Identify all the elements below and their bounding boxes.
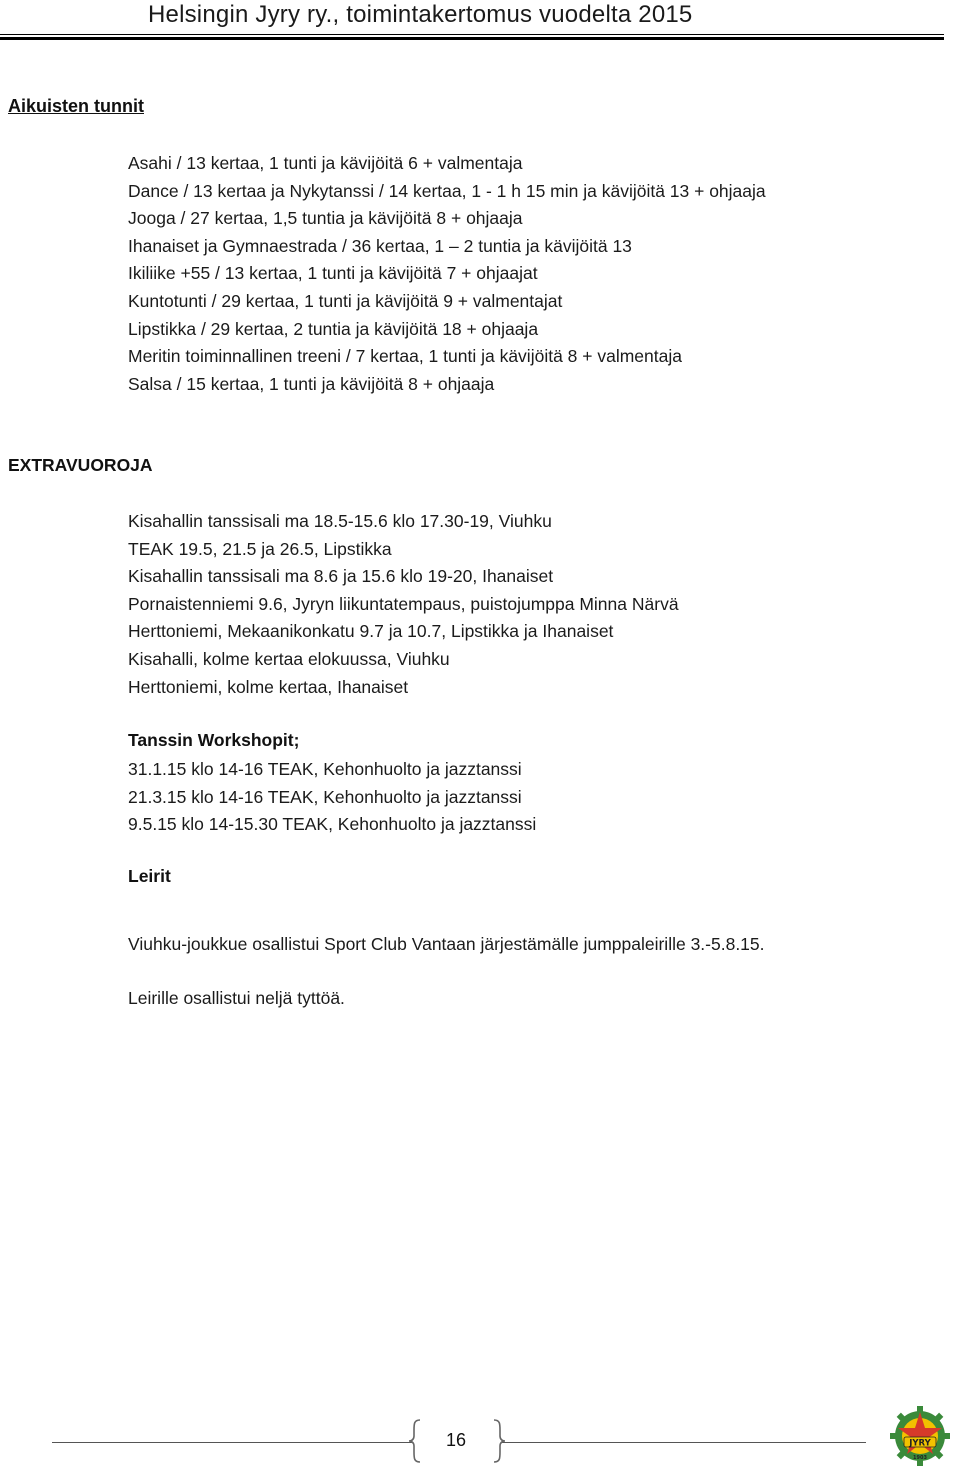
logo-text: JYRY	[909, 1438, 931, 1449]
workshops-heading: Tanssin Workshopit;	[128, 730, 300, 750]
list-item: Jooga / 27 kertaa, 1,5 tuntia ja kävijöitä 8 + ohjaaja	[128, 208, 523, 229]
list-item: Asahi / 13 kertaa, 1 tunti ja kävijöitä 6 + valmentaja	[128, 153, 523, 173]
list-item: Pornaistenniemi 9.6, Jyryn liikuntatempaus, puistojumppa Minna Närvä	[128, 593, 679, 614]
camps-heading: Leirit	[128, 866, 171, 886]
list-item: Lipstikka / 29 kertaa, 2 tuntia ja kävijöitä 18 + ohjaaja	[128, 318, 539, 339]
list-item: Salsa / 15 kertaa, 1 tunti ja kävijöitä 8 + ohjaaja	[128, 373, 495, 394]
header-divider-thin	[0, 34, 944, 35]
list-item: Herttoniemi, Mekaanikonkatu 9.7 ja 10.7, Lipstikka ja Ihanaiset	[128, 621, 614, 642]
extra-shifts-list	[128, 508, 679, 701]
list-item: Meritin toiminnallinen treeni / 7 kertaa, 1 tunti ja kävijöitä 8 + valmentaja	[128, 346, 682, 367]
footer-rule-left	[52, 1442, 412, 1443]
page-number: 16	[446, 1430, 467, 1450]
list-item: Ihanaiset ja Gymnaestrada / 36 kertaa, 1 – 2 tuntia ja kävijöitä 13	[128, 235, 632, 256]
adult-classes-list	[128, 150, 766, 398]
list-item: Herttoniemi, kolme kertaa, Ihanaiset	[128, 676, 409, 697]
list-item: 31.1.15 klo 14-16 TEAK, Kehonhuolto ja jazztanssi	[128, 759, 522, 779]
list-item: Ikiliike +55 / 13 kertaa, 1 tunti ja kävijöitä 7 + ohjaajat	[128, 263, 538, 284]
list-item: 21.3.15 klo 14-16 TEAK, Kehonhuolto ja jazztanssi	[128, 786, 522, 807]
list-item: Kisahalli, kolme kertaa elokuussa, Viuhku	[128, 648, 450, 669]
header-divider-thick	[0, 37, 944, 40]
workshops-list	[128, 756, 536, 839]
footer-rule-right	[502, 1442, 866, 1443]
list-item: 9.5.15 klo 14-15.30 TEAK, Kehonhuolto ja jazztanssi	[128, 814, 537, 835]
section-title-adult-classes: Aikuisten tunnit	[8, 96, 144, 116]
page-header-title: Helsingin Jyry ry., toimintakertomus vuodelta 2015	[148, 1, 693, 28]
list-item: Kuntotunti / 29 kertaa, 1 tunti ja kävijöitä 9 + valmentajat	[128, 290, 563, 311]
left-brace-icon	[408, 1418, 422, 1464]
right-brace-icon	[492, 1418, 506, 1464]
list-item: Dance / 13 kertaa ja Nykytanssi / 14 kertaa, 1 - 1 h 15 min ja kävijöitä 13 + ohjaaja	[128, 180, 766, 201]
extra-shifts-heading: EXTRAVUOROJA	[8, 455, 153, 475]
camps-paragraph: Leirille osallistui neljä tyttöä.	[128, 988, 345, 1008]
list-item: Kisahallin tanssisali ma 8.6 ja 15.6 klo 19-20, Ihanaiset	[128, 566, 554, 587]
list-item: Kisahallin tanssisali ma 18.5-15.6 klo 17.30-19, Viuhku	[128, 511, 552, 531]
club-logo-icon	[888, 1404, 952, 1468]
logo-year: 1903	[913, 1455, 927, 1461]
camps-paragraph: Viuhku-joukkue osallistui Sport Club Vantaan järjestämälle jumppaleirille 3.-5.8.15.	[128, 934, 765, 954]
list-item: TEAK 19.5, 21.5 ja 26.5, Lipstikka	[128, 538, 392, 559]
